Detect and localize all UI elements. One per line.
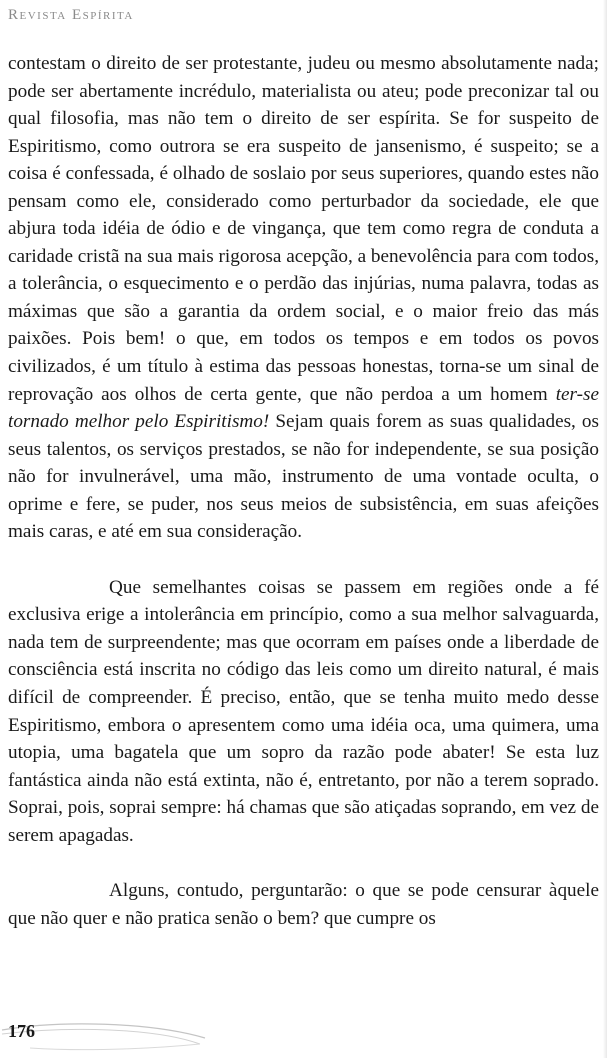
paragraph-1-text-a: contestam o direito de ser protestante, judeu ou mesmo absolutamente nada; pode ser abertamente incrédulo, materialista ou ateu; pode preconizar tal ou qual filosofia, mas não tem o direito de ser espírita. Se for suspeito de Espiritismo, como outrora se era suspeito de jansenismo, é suspeito; se a coisa é confessada, é olhado de soslaio por seus superiores, quando estes não pensam como ele, considerado como perturbador da sociedade, ele que abjura toda idéia de ódio e de vingança, que tem como regra de conduta a caridade cristã na sua mais rigorosa acepção, a benevolência para com todos, a tolerância, o esquecimento e o perdão das injúrias, numa palavra, todas as máximas que são a garantia da ordem social, e o maior freio das más paixões. Pois bem! o que, em todos os tempos e em todos os povos civilizados, é um título à estima das pessoas honestas, torna-se um sinal de reprovação aos olhos de certa gente, que não perdoa a um homem [8,53,599,405]
paragraph-3 [8,877,599,932]
paragraph-1 [8,50,599,546]
page-footer [0,1018,607,1058]
paragraph-2 [8,574,599,849]
page-number: 176 [8,1021,35,1041]
paragraph-2-text: Que semelhantes coisas se passem em regiões onde a fé exclusiva erige a intolerância em princípio, como a sua melhor salvaguarda, nada tem de surpreendente; mas que ocorram em países onde a liberdade de consciência está inscrita no código das leis como um direito natural, é mais difícil de compreender. É preciso, então, que se tenha muito medo desse Espiritismo, embora o apresentem como uma idéia oca, uma quimera, uma utopia, uma bagatela que um sopro da razão pode abater! Se esta luz fantástica ainda não está extinta, não é, entretanto, por não a terem soprado. Soprai, pois, soprai sempre: há chamas que são atiçadas soprando, em vez de serem apagadas. [8,576,599,846]
paragraph-1-text-b: Sejam quais forem as suas qualidades, os seus talentos, os serviços prestados, se não for independente, se sua posição não for invulnerável, uma mão, instrumento de uma vontade oculta, o oprime e fere, se puder, nos seus meios de subsistência, em suas afeições mais caras, e até em sua consideração. [8,411,599,543]
page-edge-shadow [603,0,607,1058]
paragraph-3-text: Alguns, contudo, perguntarão: o que se pode censurar àquele que não quer e não pratica senão o bem? que cumpre os [8,880,599,929]
page-body [8,50,599,932]
running-header: Revista Espírita [8,7,134,23]
paragraph-1-italic-phrase: ter-se tornado melhor pelo Espiritismo! [8,383,599,433]
